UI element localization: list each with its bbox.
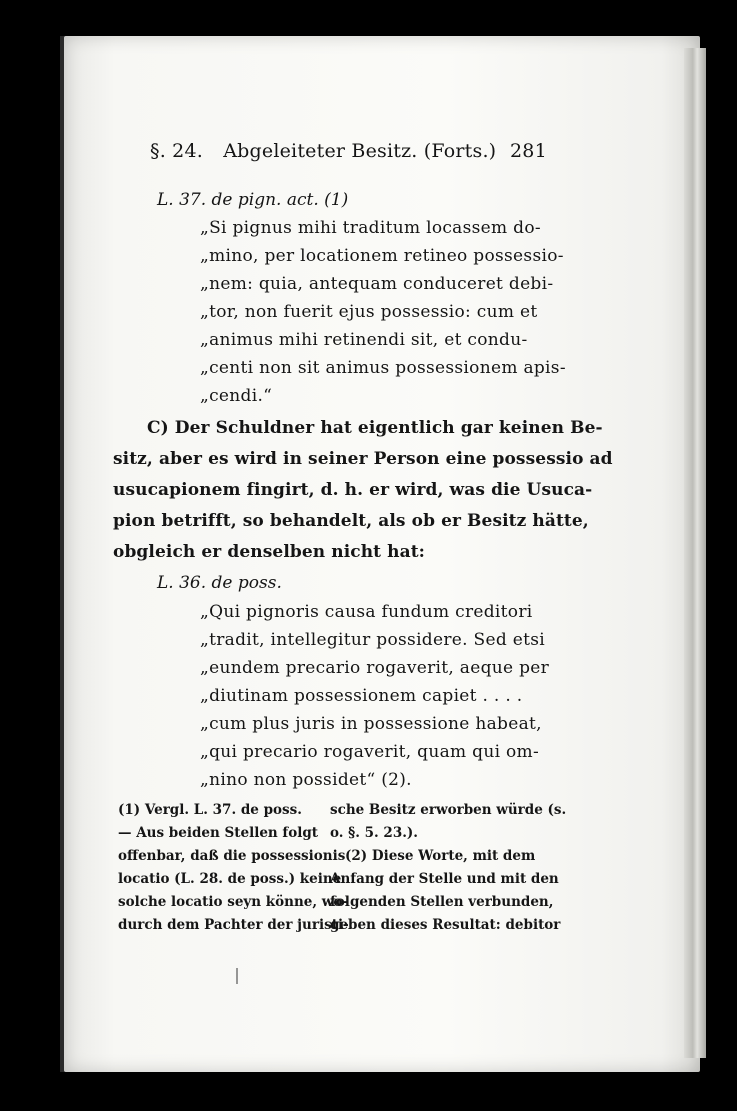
footnote-line: offenbar, daß die possessionis — [118, 848, 346, 864]
quote-line: „mino, per locationem retineo possessio- — [200, 246, 564, 266]
footnote-line: (2) Diese Worte, mit dem — [345, 848, 536, 864]
page-edge — [684, 48, 706, 1058]
paragraph-line: usucapionem fingirt, d. h. er wird, was die Usuca- — [113, 480, 593, 500]
footnote-line: (1) Vergl. L. 37. de poss. — [118, 802, 302, 818]
quote-line: „qui precario rogaverit, quam qui om- — [200, 742, 540, 762]
paragraph-line: obgleich er denselben nicht hat: — [113, 542, 426, 562]
paragraph-line: pion betrifft, so behandelt, als ob er Besitz hätte, — [113, 511, 589, 531]
footnote-line: locatio (L. 28. de poss.) keine — [118, 871, 342, 887]
pencil-mark — [236, 968, 238, 984]
paragraph-line: sitz, aber es wird in seiner Person eine possessio ad — [113, 449, 613, 469]
quote-line: „diutinam possessionem capiet . . . . — [200, 686, 523, 706]
quote-line: „nem: quia, antequam conduceret debi- — [200, 274, 554, 294]
footnote-line: sche Besitz erworben würde (s. — [330, 802, 567, 818]
quote-line: „Si pignus mihi traditum locassem do- — [200, 218, 541, 238]
quote-line: „eundem precario rogaverit, aeque per — [200, 658, 550, 678]
running-header — [150, 140, 547, 162]
section-number: §. 24. — [150, 140, 203, 162]
quote-line: „nino non possidet“ (2). — [200, 770, 412, 790]
footnote-line: geben dieses Resultat: debitor — [330, 917, 561, 933]
quote-line: „tradit, intellegitur possidere. Sed etsi — [200, 630, 545, 650]
footnote-line: folgenden Stellen verbunden, — [330, 894, 554, 910]
quote-line: „Qui pignoris causa fundum creditori — [200, 602, 533, 622]
quote-line: „cendi.“ — [200, 386, 273, 406]
citation-l36: L. 36. de poss. — [157, 573, 282, 593]
paragraph-line: C) Der Schuldner hat eigentlich gar keinen Be- — [147, 418, 603, 438]
section-title: Abgeleiteter Besitz. (Forts.) — [223, 140, 497, 162]
footnote-line: — Aus beiden Stellen folgt — [118, 825, 319, 841]
footnote-line: Anfang der Stelle und mit den — [330, 871, 559, 887]
quote-line: „animus mihi retinendi sit, et condu- — [200, 330, 528, 350]
footnote-line: durch dem Pachter der juristi- — [118, 917, 349, 933]
quote-line: „centi non sit animus possessionem apis- — [200, 358, 566, 378]
quote-line: „tor, non fuerit ejus possessio: cum et — [200, 302, 538, 322]
footnote-line: o. §. 5. 23.). — [330, 825, 418, 841]
citation-l37: L. 37. de pign. act. (1) — [157, 190, 349, 210]
footnote-line: solche locatio seyn könne, wo- — [118, 894, 348, 910]
page-number: 281 — [510, 140, 547, 162]
quote-line: „cum plus juris in possessione habeat, — [200, 714, 542, 734]
